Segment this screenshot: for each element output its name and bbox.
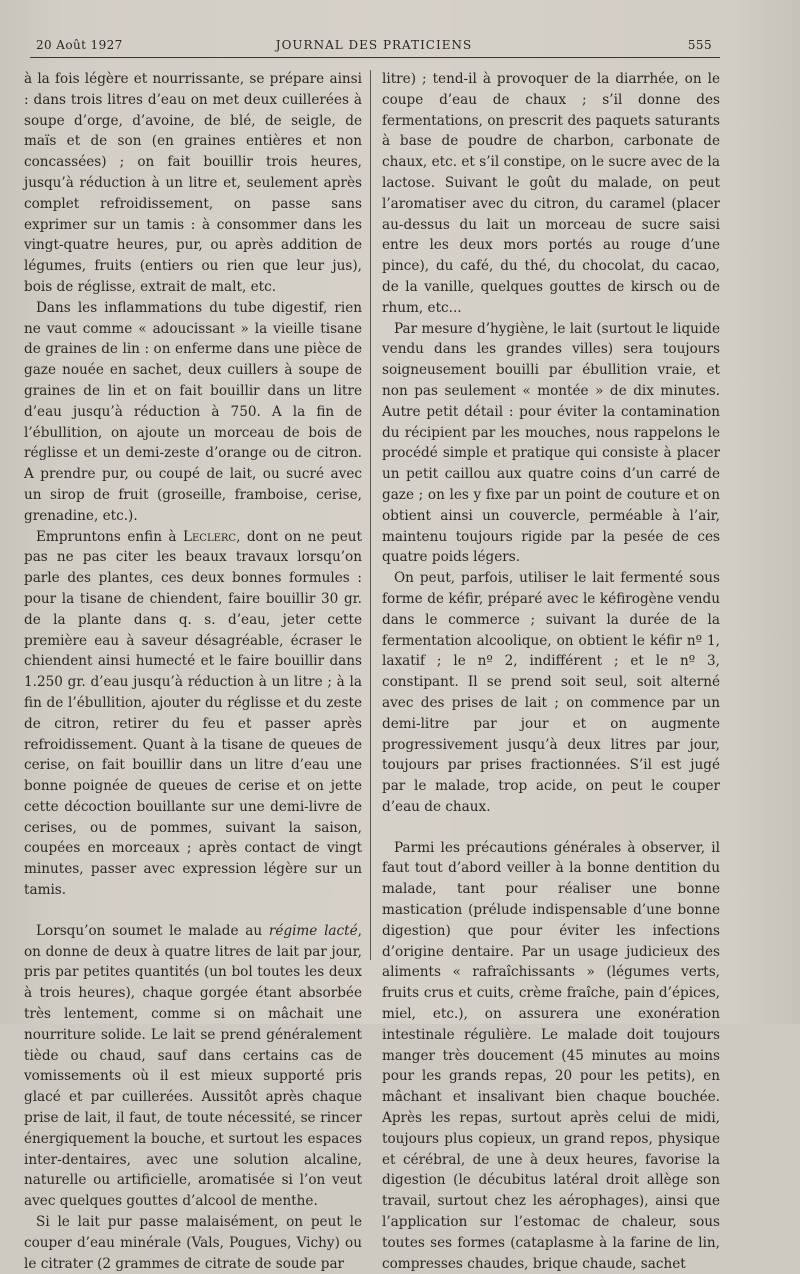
column-separator — [370, 70, 371, 960]
left-paragraph-1: à la fois légère et nourrissante, se prépare ainsi : dans trois litres d’eau on met deux cuillerées à soupe d’orge, d’avoine, de blé, de seigle, de maïs et de son (en graines entières et non concassées) ; on fait bouillir trois heures, jusqu’à réduction à un litre et, seulement après complet refroidissement, on passe sans exprimer sur un tamis : à consommer dans les vingt-quatre heures, pur, ou après addition de légumes, fruits (entiers ou rien que leur jus), bois de réglisse, extrait de malt, etc. — [24, 71, 362, 295]
left-paragraph-4-body: , on donne de deux à quatre litres de lait par jour, pris par petites quantités (un bol toutes les deux à trois heures), chaque gorgée étant absorbée très lentement, comme si on mâchait une nourriture solide. Le lait se prend généralement tiède ou chaud, sauf dans certains cas de vomissements où il est mieux supporté pris glacé et par cuillerées. Aussitôt après chaque prise de lait, il faut, de toute nécessité, se rincer énergiquement la bouche, et surtout les espaces inter-dentaires, avec une solution alcaline, naturelle ou artificielle, aromatisée si l’on veut avec quelques gouttes d’alcool de menthe. — [24, 922, 362, 1210]
right-paragraph-1: litre) ; tend-il à provoquer de la diarrhée, on le coupe d’eau de chaux ; s’il donne des fermentations, on prescrit des paquets saturants à base de poudre de charbon, carbonate de chaux, etc. et s’il constipe, on le sucre avec de la lactose. Suivant le goût du malade, on peut l’aromatiser avec du citron, du caramel (placer au-dessus du lait un morceau de sucre saisi entre les deux mors portés au rouge d’une pince), du café, du thé, du chocolat, du cacao, de la vanille, quelques gouttes de kirsch ou de rhum, etc... — [382, 71, 720, 316]
right-column — [382, 69, 720, 1274]
right-paragraph-4: Parmi les précautions générales à observer, il faut tout d’abord veiller à la bonne dentition du malade, tant pour réaliser une bonne mastication (prélude indispensable d’une bonne digestion) que pour éviter les infections d’origine dentaire. Par un usage judicieux des aliments « rafraîchissants » (légumes verts, fruits crus et cuits, crème fraîche, pain d’épices, miel, etc.), on assurera une exonération intestinale régulière. Le malade doit toujours manger très doucement (45 minutes au moins pour les grands repas, 20 pour les petits), en mâchant et insalivant bien chaque bouchée. Après les repas, surtout après celui de midi, toujours plus copieux, un grand repos, physique et cérébral, de une à deux heures, favorise la digestion (le décubitus latéral droit allège son travail, surtout chez les aérophages), ainsi que l’application sur l’estomac de chaleur, sous toutes ses formes (cataplasme à la farine de lin, compresses chaudes, brique chaude, sachet — [382, 839, 720, 1272]
left-paragraph-3-lead: Empruntons enfin à — [36, 528, 183, 545]
header-page-number: 555 — [687, 38, 712, 52]
paragraph-gap — [24, 901, 362, 921]
header-rule — [30, 57, 720, 58]
right-paragraph-2: Par mesure d’hygiène, le lait (surtout le liquide vendu dans les grandes villes) sera toujours soigneusement bouilli par ébullition vraie, et non pas seulement « montée » de dix minutes. Autre petit détail : pour éviter la contamination du récipient par les mouches, nous rappelons le procédé simple et pratique qui consiste à placer un petit caillou aux quatre coins d’un carré de gaze ; on les y fixe par un point de couture et on obtient ainsi un couvercle, perméable à l’air, maintenu toujours rigide par la pesée de ces quatre poids légers. — [382, 320, 720, 566]
page-header — [36, 36, 712, 56]
left-paragraph-4-lead: Lorsqu’on soumet le malade au — [36, 922, 269, 939]
regime-lacte-term: régime lacté — [268, 922, 358, 939]
left-paragraph-5: Si le lait pur passe malaisément, on peut le couper d’eau minérale (Vals, Pougues, Vichy) ou le citrater (2 grammes de citrate de soude par — [24, 1214, 362, 1272]
header-date: 20 Août 1927 — [36, 38, 123, 52]
left-paragraph-3 — [24, 527, 362, 901]
left-column — [24, 69, 362, 1274]
left-paragraph-3-body: , dont on ne peut pas ne pas citer les beaux travaux lorsqu’on parle des plantes, ces deux bonnes formules : pour la tisane de chiendent, faire bouillir 30 gr. de la plante dans q. s. d’eau, jeter cette première eau à saveur désagréable, écraser le chiendent ainsi humecté et le faire bouillir dans 1.250 gr. d’eau jusqu’à réduction à un litre ; à la fin de l’ébullition, ajouter du réglisse et du zeste de citron, retirer du feu et passer après refroidissement. Quant à la tisane de queues de cerise, on fait bouillir dans un litre d’eau une bonne poignée de queues de cerise et on jette cette décoction bouillante sur une demi-livre de cerises, ou de pommes, suivant la saison, coupées en morceaux ; après contact de vingt minutes, passer avec expression légère sur un tamis. — [24, 528, 362, 899]
right-paragraph-3: On peut, parfois, utiliser le lait fermenté sous forme de kéfir, préparé avec le kéfirogène vendu dans le commerce ; suivant la durée de la fermentation alcoolique, on obtient le kéfir nº 1, laxatif ; le nº 2, indifférent ; et le nº 3, constipant. Il se prend soit seul, soit alterné avec des prises de lait ; on commence par un demi-litre par jour et on augmente progressivement jusqu’à deux litres par jour, toujours par prises fractionnées. S’il est jugé par le malade, trop acide, on peut le couper d’eau de chaux. — [382, 570, 720, 815]
left-paragraph-4 — [24, 921, 362, 1212]
author-name: Leclerc — [182, 528, 237, 545]
header-journal-title: JOURNAL DES PRATICIENS — [275, 38, 473, 52]
left-paragraph-2: Dans les inflammations du tube digestif, rien ne vaut comme « adoucissant » la vieille tisane de graines de lin : on enferme dans une pièce de gaze nouée en sachet, deux cuillers à soupe de graines de lin et on fait bouillir dans un litre d’eau jusqu’à réduction à 750. A la fin de l’ébullition, on ajoute un morceau de bois de réglisse et un demi-zeste d’orange ou de citron. A prendre pur, ou coupé de lait, ou sucré avec un sirop de fruit (groseille, framboise, cerise, grenadine, etc.). — [24, 299, 362, 524]
paragraph-gap — [382, 818, 720, 838]
